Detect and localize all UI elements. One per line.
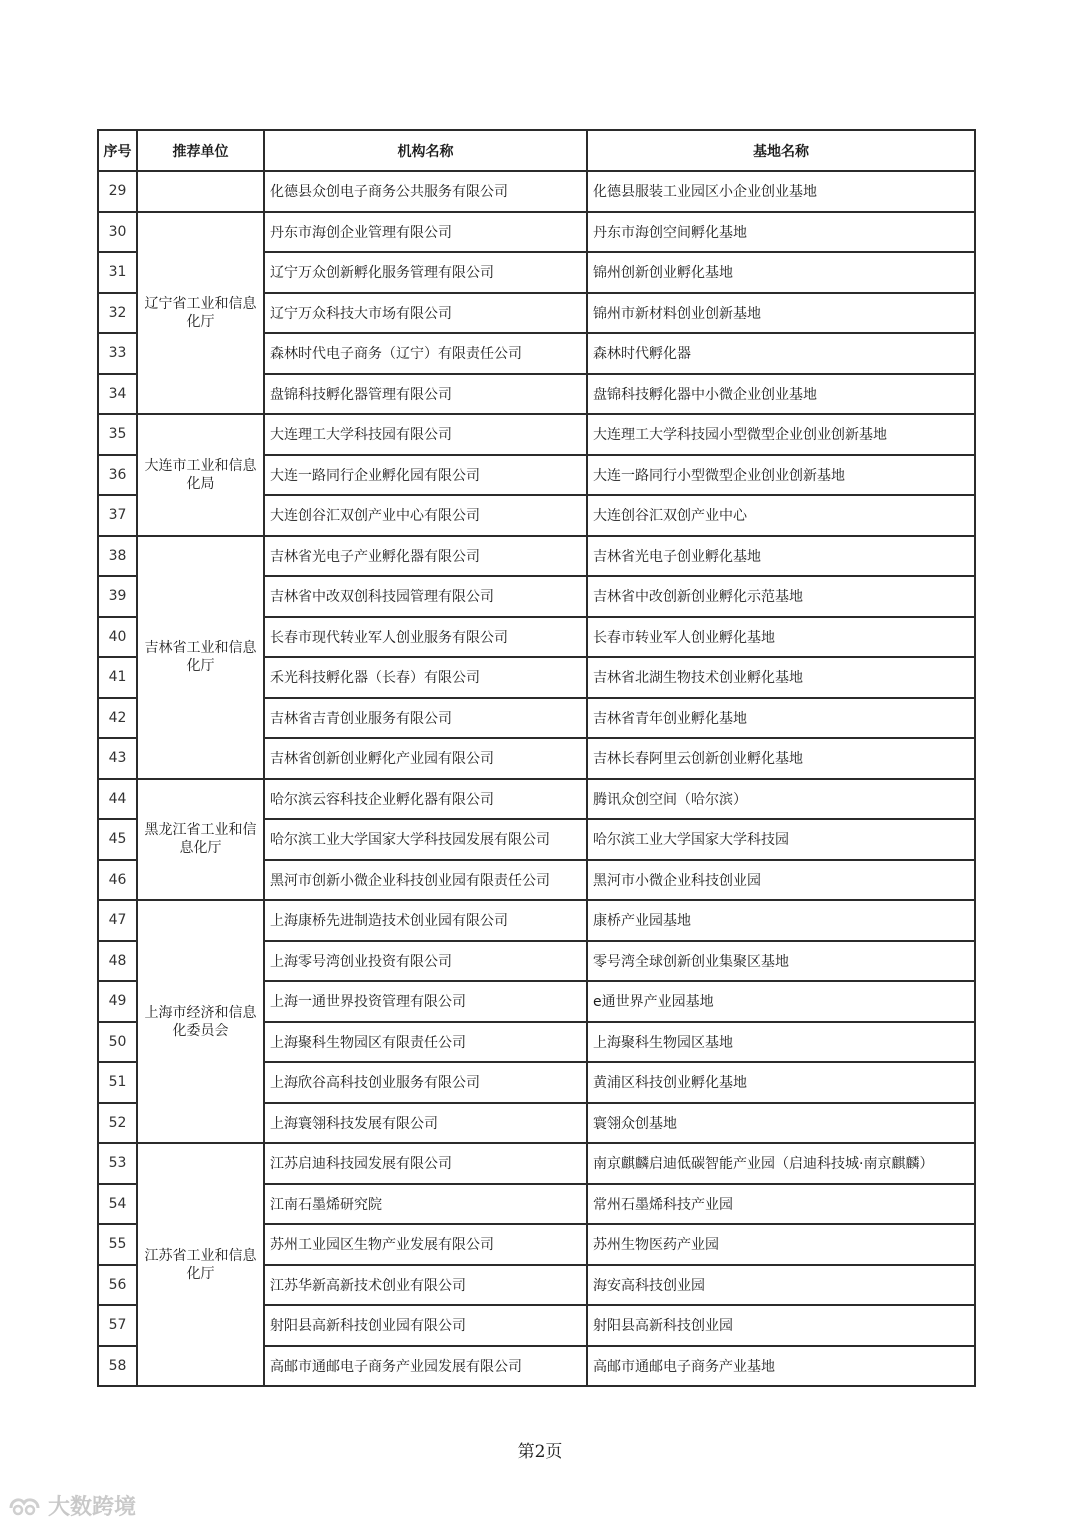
organization-name-cell: 黑河市创新小微企业科技创业园有限责任公司 bbox=[264, 860, 587, 901]
organization-name-cell: 射阳县高新科技创业园有限公司 bbox=[264, 1305, 587, 1346]
recommending-unit-cell: 大连市工业和信息化局 bbox=[137, 414, 264, 536]
serial-number-cell: 47 bbox=[98, 900, 137, 941]
serial-number-cell: 40 bbox=[98, 617, 137, 658]
base-name-cell: 常州石墨烯科技产业园 bbox=[587, 1184, 975, 1225]
organization-name-cell: 森林时代电子商务（辽宁）有限责任公司 bbox=[264, 333, 587, 374]
recommending-unit-cell: 上海市经济和信息化委员会 bbox=[137, 900, 264, 1143]
base-name-cell: 森林时代孵化器 bbox=[587, 333, 975, 374]
serial-number-cell: 43 bbox=[98, 738, 137, 779]
organization-name-cell: 吉林省创新创业孵化产业园有限公司 bbox=[264, 738, 587, 779]
base-name-cell: 寰翎众创基地 bbox=[587, 1103, 975, 1144]
organization-name-cell: 辽宁万众创新孵化服务管理有限公司 bbox=[264, 252, 587, 293]
base-name-cell: 高邮市通邮电子商务产业基地 bbox=[587, 1346, 975, 1387]
serial-number-cell: 50 bbox=[98, 1022, 137, 1063]
watermark bbox=[8, 1490, 136, 1521]
serial-number-cell: 54 bbox=[98, 1184, 137, 1225]
table-header-row bbox=[98, 130, 975, 171]
base-name-cell: 锦州市新材料创业创新基地 bbox=[587, 293, 975, 334]
organization-name-cell: 上海康桥先进制造技术创业园有限公司 bbox=[264, 900, 587, 941]
base-name-cell: 大连创谷汇双创产业中心 bbox=[587, 495, 975, 536]
organization-name-cell: 辽宁万众科技大市场有限公司 bbox=[264, 293, 587, 334]
base-name-cell: 黄浦区科技创业孵化基地 bbox=[587, 1062, 975, 1103]
table-row bbox=[98, 536, 975, 577]
base-name-cell: e通世界产业园基地 bbox=[587, 981, 975, 1022]
serial-number-cell: 32 bbox=[98, 293, 137, 334]
serial-number-cell: 57 bbox=[98, 1305, 137, 1346]
serial-number-cell: 31 bbox=[98, 252, 137, 293]
serial-number-cell: 56 bbox=[98, 1265, 137, 1306]
base-name-cell: 吉林省北湖生物技术创业孵化基地 bbox=[587, 657, 975, 698]
table-row bbox=[98, 414, 975, 455]
table-row bbox=[98, 900, 975, 941]
base-name-cell: 腾讯众创空间（哈尔滨） bbox=[587, 779, 975, 820]
base-name-cell: 哈尔滨工业大学国家大学科技园 bbox=[587, 819, 975, 860]
serial-number-cell: 46 bbox=[98, 860, 137, 901]
organization-name-cell: 长春市现代转业军人创业服务有限公司 bbox=[264, 617, 587, 658]
base-name-cell: 大连理工大学科技园小型微型企业创业创新基地 bbox=[587, 414, 975, 455]
serial-number-cell: 53 bbox=[98, 1143, 137, 1184]
base-name-cell: 长春市转业军人创业孵化基地 bbox=[587, 617, 975, 658]
base-name-cell: 苏州生物医药产业园 bbox=[587, 1224, 975, 1265]
organization-name-cell: 化德县众创电子商务公共服务有限公司 bbox=[264, 171, 587, 212]
table-body bbox=[98, 171, 975, 1386]
serial-number-cell: 29 bbox=[98, 171, 137, 212]
organization-name-cell: 吉林省光电子产业孵化器有限公司 bbox=[264, 536, 587, 577]
serial-number-cell: 36 bbox=[98, 455, 137, 496]
base-name-cell: 黑河市小微企业科技创业园 bbox=[587, 860, 975, 901]
serial-number-cell: 35 bbox=[98, 414, 137, 455]
incubator-base-table bbox=[97, 129, 976, 1387]
base-name-cell: 康桥产业园基地 bbox=[587, 900, 975, 941]
watermark-text: 大数跨境 bbox=[48, 1495, 137, 1520]
header-organization-name: 机构名称 bbox=[264, 130, 587, 171]
base-name-cell: 上海聚科生物园区基地 bbox=[587, 1022, 975, 1063]
organization-name-cell: 大连一路同行企业孵化园有限公司 bbox=[264, 455, 587, 496]
serial-number-cell: 39 bbox=[98, 576, 137, 617]
organization-name-cell: 江苏启迪科技园发展有限公司 bbox=[264, 1143, 587, 1184]
table-row bbox=[98, 212, 975, 253]
base-name-cell: 化德县服装工业园区小企业创业基地 bbox=[587, 171, 975, 212]
serial-number-cell: 51 bbox=[98, 1062, 137, 1103]
serial-number-cell: 48 bbox=[98, 941, 137, 982]
base-name-cell: 南京麒麟启迪低碳智能产业园（启迪科技城·南京麒麟） bbox=[587, 1143, 975, 1184]
base-name-cell: 海安高科技创业园 bbox=[587, 1265, 975, 1306]
organization-name-cell: 禾光科技孵化器（长春）有限公司 bbox=[264, 657, 587, 698]
organization-name-cell: 上海聚科生物园区有限责任公司 bbox=[264, 1022, 587, 1063]
serial-number-cell: 34 bbox=[98, 374, 137, 415]
serial-number-cell: 33 bbox=[98, 333, 137, 374]
recommending-unit-cell: 黑龙江省工业和信息化厅 bbox=[137, 779, 264, 901]
serial-number-cell: 52 bbox=[98, 1103, 137, 1144]
serial-number-cell: 58 bbox=[98, 1346, 137, 1387]
base-name-cell: 吉林省青年创业孵化基地 bbox=[587, 698, 975, 739]
table-row bbox=[98, 1143, 975, 1184]
page-number: 第2页 bbox=[517, 1442, 563, 1462]
base-name-cell: 丹东市海创空间孵化基地 bbox=[587, 212, 975, 253]
base-name-cell: 锦州创新创业孵化基地 bbox=[587, 252, 975, 293]
organization-name-cell: 江苏华新高新技术创业有限公司 bbox=[264, 1265, 587, 1306]
organization-name-cell: 吉林省中改双创科技园管理有限公司 bbox=[264, 576, 587, 617]
recommending-unit-cell: 辽宁省工业和信息化厅 bbox=[137, 212, 264, 415]
serial-number-cell: 49 bbox=[98, 981, 137, 1022]
organization-name-cell: 上海欣谷高科技创业服务有限公司 bbox=[264, 1062, 587, 1103]
organization-name-cell: 上海寰翎科技发展有限公司 bbox=[264, 1103, 587, 1144]
table-row bbox=[98, 779, 975, 820]
organization-name-cell: 盘锦科技孵化器管理有限公司 bbox=[264, 374, 587, 415]
header-recommending-unit: 推荐单位 bbox=[137, 130, 264, 171]
serial-number-cell: 55 bbox=[98, 1224, 137, 1265]
organization-name-cell: 上海一通世界投资管理有限公司 bbox=[264, 981, 587, 1022]
organization-name-cell: 哈尔滨工业大学国家大学科技园发展有限公司 bbox=[264, 819, 587, 860]
base-name-cell: 零号湾全球创新创业集聚区基地 bbox=[587, 941, 975, 982]
recommending-unit-cell: 吉林省工业和信息化厅 bbox=[137, 536, 264, 779]
serial-number-cell: 37 bbox=[98, 495, 137, 536]
base-name-cell: 盘锦科技孵化器中小微企业创业基地 bbox=[587, 374, 975, 415]
organization-name-cell: 丹东市海创企业管理有限公司 bbox=[264, 212, 587, 253]
header-base-name: 基地名称 bbox=[587, 130, 975, 171]
organization-name-cell: 高邮市通邮电子商务产业园发展有限公司 bbox=[264, 1346, 587, 1387]
serial-number-cell: 42 bbox=[98, 698, 137, 739]
table-row bbox=[98, 171, 975, 212]
serial-number-cell: 45 bbox=[98, 819, 137, 860]
base-name-cell: 大连一路同行小型微型企业创业创新基地 bbox=[587, 455, 975, 496]
serial-number-cell: 38 bbox=[98, 536, 137, 577]
base-name-cell: 射阳县高新科技创业园 bbox=[587, 1305, 975, 1346]
organization-name-cell: 大连理工大学科技园有限公司 bbox=[264, 414, 587, 455]
organization-name-cell: 江南石墨烯研究院 bbox=[264, 1184, 587, 1225]
base-name-cell: 吉林省中改创新创业孵化示范基地 bbox=[587, 576, 975, 617]
organization-name-cell: 上海零号湾创业投资有限公司 bbox=[264, 941, 587, 982]
organization-name-cell: 哈尔滨云容科技企业孵化器有限公司 bbox=[264, 779, 587, 820]
base-name-cell: 吉林省光电子创业孵化基地 bbox=[587, 536, 975, 577]
serial-number-cell: 41 bbox=[98, 657, 137, 698]
header-serial-number: 序号 bbox=[98, 130, 137, 171]
recommending-unit-cell: 江苏省工业和信息化厅 bbox=[137, 1143, 264, 1386]
serial-number-cell: 44 bbox=[98, 779, 137, 820]
recommending-unit-cell bbox=[137, 171, 264, 212]
organization-name-cell: 吉林省吉青创业服务有限公司 bbox=[264, 698, 587, 739]
base-name-cell: 吉林长春阿里云创新创业孵化基地 bbox=[587, 738, 975, 779]
brand-logo-icon bbox=[8, 1494, 42, 1518]
serial-number-cell: 30 bbox=[98, 212, 137, 253]
organization-name-cell: 大连创谷汇双创产业中心有限公司 bbox=[264, 495, 587, 536]
organization-name-cell: 苏州工业园区生物产业发展有限公司 bbox=[264, 1224, 587, 1265]
